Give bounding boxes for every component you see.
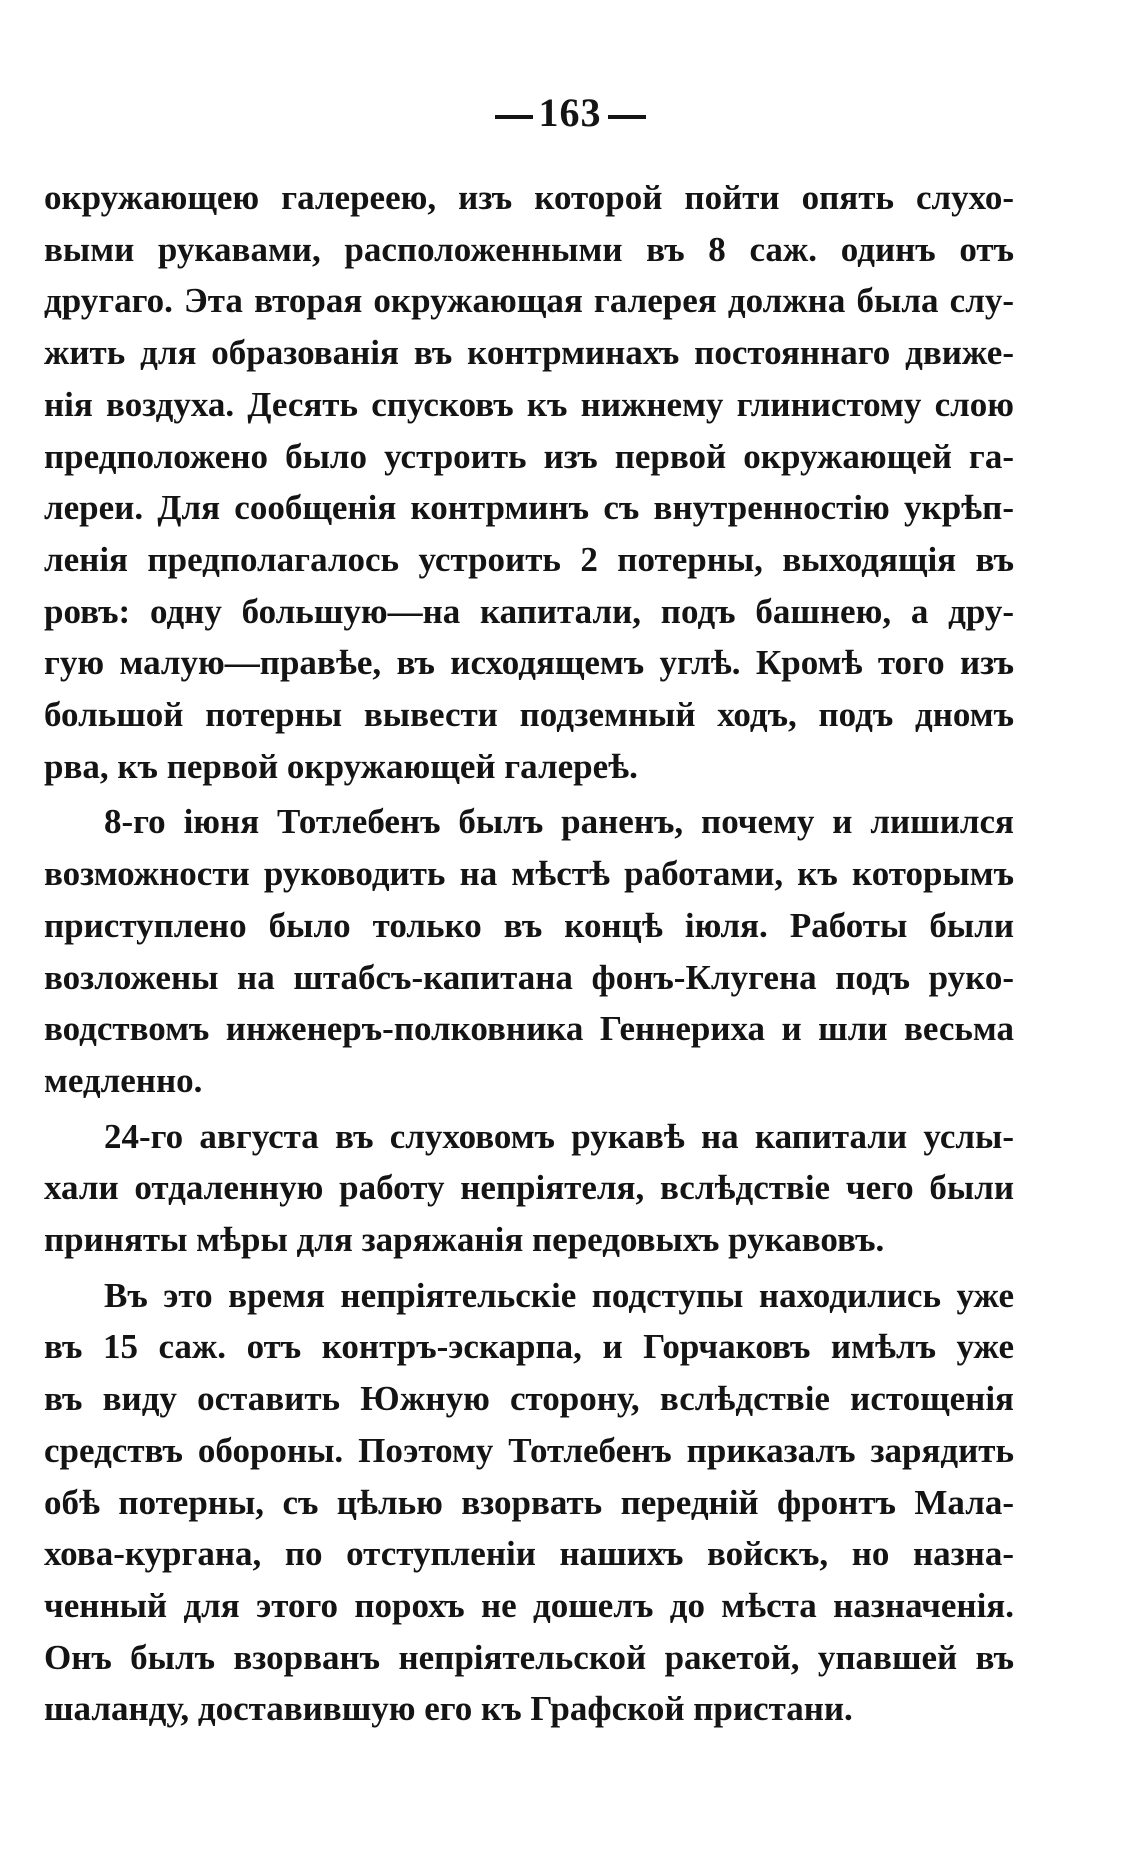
text-line: водствомъ инженеръ-полковника Геннериха и шли весьма [44,1009,1014,1049]
text-line: другаго. Эта вторая окружающая галерея должна была слу- [44,281,1014,321]
text-line: въ 15 саж. отъ контръ-эскарпа, и Горчаковъ имѣлъ уже [44,1327,1014,1367]
text-line: гую малую—правѣе, въ исходящемъ углѣ. Кромѣ того изъ [44,643,1014,683]
paragraph [44,172,1014,792]
dash-right [608,115,646,119]
page-number [0,88,1140,138]
text-line: приступлено было только въ концѣ іюля. Работы были [44,905,1014,945]
dash-left [495,115,533,119]
text-line: 24-го августа въ слуховомъ рукавѣ на капитали услы- [104,1116,1014,1156]
paragraph [44,1270,1014,1735]
text-line: хали отдаленную работу непріятеля, вслѣдствіе чего были [44,1168,1014,1208]
text-line: возможности руководить на мѣстѣ работами, къ которымъ [44,854,1014,894]
text-line: ченный для этого порохъ не дошелъ до мѣста назначенія. [44,1585,1014,1625]
text-line: Въ это время непріятельскіе подступы находились уже [104,1275,1014,1315]
text-line: 8-го іюня Тотлебенъ былъ раненъ, почему и лишился [104,802,1014,842]
text-line: возложены на штабсъ-капитана фонъ-Клугена подъ руко- [44,957,1014,997]
text-line: нія воздуха. Десять спусковъ къ нижнему глинистому слою [44,384,1014,424]
paragraph [44,796,1014,1106]
text-line: ровъ: одну большую—на капитали, подъ башнею, а дру- [44,591,1014,631]
text-line: обѣ потерны, съ цѣлью взорвать передній фронтъ Мала- [44,1482,1014,1522]
text-line: Онъ былъ взорванъ непріятельской ракетой, упавшей въ [44,1637,1014,1677]
text-line: лереи. Для сообщенія контрминъ съ внутренностію укрѣп- [44,488,1014,528]
text-line: большой потерны вывести подземный ходъ, подъ дномъ [44,695,1014,735]
paragraph [44,1111,1014,1266]
text-line: средствъ обороны. Поэтому Тотлебенъ приказалъ зарядить [44,1430,1014,1470]
text-line: рва, къ первой окружающей галереѣ. [44,746,638,786]
page-number-value: 163 [538,90,602,135]
body-text [44,172,1014,1735]
text-line: въ виду оставить Южную сторону, вслѣдствіе истощенія [44,1379,1014,1419]
text-line: окружающею галереею, изъ которой пойти опять слухо- [44,178,1014,217]
text-line: медленно. [44,1060,203,1100]
text-line: хова-кургана, по отступленіи нашихъ войскъ, но назна- [44,1534,1014,1574]
text-line: приняты мѣры для заряжанія передовыхъ рукавовъ. [44,1220,885,1260]
text-line: жить для образованія въ контрминахъ постояннаго движе- [44,333,1014,373]
text-line: предположено было устроить изъ первой окружающей га- [44,436,1014,476]
text-line: выми рукавами, расположенными въ 8 саж. одинъ отъ [44,229,1014,269]
text-line: шаланду, доставившую его къ Графской пристани. [44,1689,853,1729]
text-line: ленія предполагалось устроить 2 потерны, выходящія въ [44,539,1014,579]
